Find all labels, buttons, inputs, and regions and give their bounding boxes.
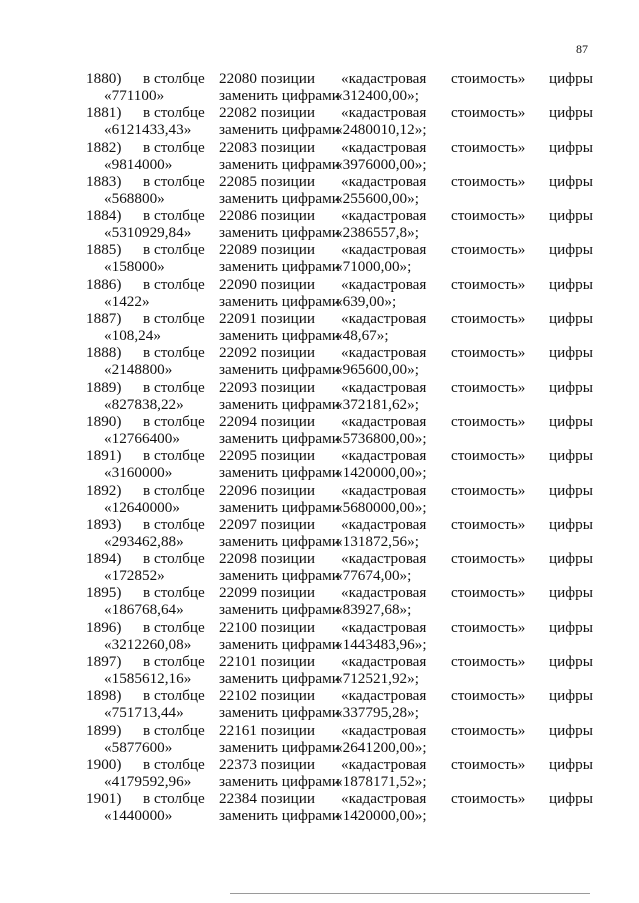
position-number: 22091 позиции — [219, 310, 315, 328]
item-number: 1881) — [86, 104, 122, 122]
column-label: в столбце — [143, 70, 205, 87]
new-value: «372181,62»; — [335, 395, 419, 413]
cadastral-label: «кадастровая — [341, 378, 427, 396]
list-item — [0, 482, 639, 516]
cadastral-label: «кадастровая — [341, 618, 427, 636]
cadastral-label: «кадастровая — [341, 412, 427, 430]
position-number: 22095 позиции — [219, 447, 315, 465]
position-number: 22090 позиции — [219, 275, 315, 293]
item-number: 1891) — [86, 447, 122, 465]
cost-label: стоимость» — [451, 653, 526, 671]
old-value: «293462,88» — [104, 532, 184, 550]
cost-label: стоимость» — [451, 790, 526, 808]
column-label: в столбце — [143, 481, 205, 499]
list-item — [0, 550, 639, 584]
old-value: «4179592,96» — [104, 772, 192, 790]
cadastral-label: «кадастровая — [341, 447, 427, 465]
position-number: 22086 позиции — [219, 207, 315, 225]
cadastral-label: «кадастровая — [341, 550, 427, 568]
list-item — [0, 104, 639, 138]
old-value: «172852» — [104, 567, 165, 585]
old-value: «3160000» — [104, 464, 173, 482]
old-value: «158000» — [104, 258, 165, 276]
cost-label: стоимость» — [451, 481, 526, 499]
new-value: «712521,92»; — [335, 670, 419, 688]
replace-label: заменить цифрами — [219, 429, 340, 447]
list-item — [0, 344, 639, 378]
new-value: «312400,00»; — [335, 87, 419, 104]
cadastral-label: «кадастровая — [341, 584, 427, 602]
replace-label: заменить цифрами — [219, 121, 340, 139]
list-item — [0, 790, 639, 824]
position-number: 22093 позиции — [219, 378, 315, 396]
replace-label: заменить цифрами — [219, 772, 340, 790]
list-item — [0, 722, 639, 756]
list-item — [0, 70, 639, 104]
position-number: 22094 позиции — [219, 412, 315, 430]
cost-label: стоимость» — [451, 721, 526, 739]
replace-label: заменить цифрами — [219, 738, 340, 756]
list-item — [0, 241, 639, 275]
digits-label: цифры — [549, 310, 593, 328]
new-value: «131872,56»; — [335, 532, 419, 550]
position-number: 22100 позиции — [219, 618, 315, 636]
position-number: 22099 позиции — [219, 584, 315, 602]
replace-label: заменить цифрами — [219, 498, 340, 516]
replace-label: заменить цифрами — [219, 361, 340, 379]
old-value: «186768,64» — [104, 601, 184, 619]
new-value: «255600,00»; — [335, 189, 419, 207]
position-number: 22085 позиции — [219, 172, 315, 190]
cadastral-label: «кадастровая — [341, 70, 427, 87]
position-number: 22097 позиции — [219, 515, 315, 533]
digits-label: цифры — [549, 584, 593, 602]
digits-label: цифры — [549, 755, 593, 773]
list-item — [0, 276, 639, 310]
new-value: «965600,00»; — [335, 361, 419, 379]
cost-label: стоимость» — [451, 172, 526, 190]
digits-label: цифры — [549, 618, 593, 636]
old-value: «9814000» — [104, 155, 173, 173]
item-number: 1883) — [86, 172, 122, 190]
old-value: «751713,44» — [104, 704, 184, 722]
new-value: «1443483,96»; — [335, 635, 427, 653]
digits-label: цифры — [549, 104, 593, 122]
list-item — [0, 310, 639, 344]
replace-label: заменить цифрами — [219, 189, 340, 207]
list-item — [0, 413, 639, 447]
column-label: в столбце — [143, 790, 205, 808]
item-number: 1896) — [86, 618, 122, 636]
item-number: 1901) — [86, 790, 122, 808]
item-number: 1887) — [86, 310, 122, 328]
replace-label: заменить цифрами — [219, 327, 340, 345]
old-value: «108,24» — [104, 327, 161, 345]
cost-label: стоимость» — [451, 618, 526, 636]
cost-label: стоимость» — [451, 344, 526, 362]
replace-label: заменить цифрами — [219, 601, 340, 619]
position-number: 22080 позиции — [219, 70, 315, 87]
cost-label: стоимость» — [451, 515, 526, 533]
new-value: «71000,00»; — [335, 258, 412, 276]
old-value: «1585612,16» — [104, 670, 192, 688]
replace-label: заменить цифрами — [219, 704, 340, 722]
cadastral-label: «кадастровая — [341, 790, 427, 808]
digits-label: цифры — [549, 378, 593, 396]
column-label: в столбце — [143, 138, 205, 156]
column-label: в столбце — [143, 721, 205, 739]
item-number: 1886) — [86, 275, 122, 293]
item-number: 1897) — [86, 653, 122, 671]
old-value: «568800» — [104, 189, 165, 207]
column-label: в столбце — [143, 618, 205, 636]
cadastral-label: «кадастровая — [341, 104, 427, 122]
item-number: 1892) — [86, 481, 122, 499]
replace-label: заменить цифрами — [219, 224, 340, 242]
column-label: в столбце — [143, 755, 205, 773]
column-label: в столбце — [143, 515, 205, 533]
item-number: 1888) — [86, 344, 122, 362]
column-label: в столбце — [143, 207, 205, 225]
replace-label: заменить цифрами — [219, 635, 340, 653]
replace-label: заменить цифрами — [219, 292, 340, 310]
old-value: «1440000» — [104, 807, 173, 825]
list-item — [0, 447, 639, 481]
item-number: 1889) — [86, 378, 122, 396]
position-number: 22384 позиции — [219, 790, 315, 808]
cadastral-label: «кадастровая — [341, 755, 427, 773]
new-value: «3976000,00»; — [335, 155, 427, 173]
cadastral-label: «кадастровая — [341, 207, 427, 225]
list-item — [0, 379, 639, 413]
column-label: в столбце — [143, 310, 205, 328]
list-item — [0, 139, 639, 173]
old-value: «827838,22» — [104, 395, 184, 413]
page-number: 87 — [576, 42, 588, 56]
digits-label: цифры — [549, 481, 593, 499]
cadastral-label: «кадастровая — [341, 172, 427, 190]
column-label: в столбце — [143, 104, 205, 122]
digits-label: цифры — [549, 687, 593, 705]
old-value: «771100» — [104, 87, 165, 104]
replace-label: заменить цифрами — [219, 87, 340, 104]
list-item — [0, 756, 639, 790]
footer-rule — [230, 893, 590, 894]
cost-label: стоимость» — [451, 755, 526, 773]
cost-label: стоимость» — [451, 241, 526, 259]
cost-label: стоимость» — [451, 687, 526, 705]
digits-label: цифры — [549, 241, 593, 259]
cadastral-label: «кадастровая — [341, 515, 427, 533]
digits-label: цифры — [549, 721, 593, 739]
replace-label: заменить цифрами — [219, 464, 340, 482]
cadastral-label: «кадастровая — [341, 687, 427, 705]
cadastral-label: «кадастровая — [341, 653, 427, 671]
old-value: «5310929,84» — [104, 224, 192, 242]
column-label: в столбце — [143, 241, 205, 259]
item-number: 1893) — [86, 515, 122, 533]
item-number: 1895) — [86, 584, 122, 602]
new-value: «77674,00»; — [335, 567, 412, 585]
column-label: в столбце — [143, 584, 205, 602]
old-value: «3212260,08» — [104, 635, 192, 653]
item-number: 1898) — [86, 687, 122, 705]
list-item — [0, 207, 639, 241]
item-number: 1885) — [86, 241, 122, 259]
position-number: 22161 позиции — [219, 721, 315, 739]
new-value: «5680000,00»; — [335, 498, 427, 516]
replace-label: заменить цифрами — [219, 670, 340, 688]
item-number: 1884) — [86, 207, 122, 225]
replace-label: заменить цифрами — [219, 395, 340, 413]
list-item — [0, 173, 639, 207]
cost-label: стоимость» — [451, 207, 526, 225]
new-value: «2480010,12»; — [335, 121, 427, 139]
list-item — [0, 687, 639, 721]
position-number: 22098 позиции — [219, 550, 315, 568]
position-number: 22096 позиции — [219, 481, 315, 499]
cadastral-label: «кадастровая — [341, 481, 427, 499]
digits-label: цифры — [549, 172, 593, 190]
position-number: 22082 позиции — [219, 104, 315, 122]
replace-label: заменить цифрами — [219, 807, 340, 825]
digits-label: цифры — [549, 275, 593, 293]
new-value: «1420000,00»; — [335, 807, 427, 825]
cadastral-label: «кадастровая — [341, 275, 427, 293]
cost-label: стоимость» — [451, 550, 526, 568]
digits-label: цифры — [549, 70, 593, 87]
new-value: «2641200,00»; — [335, 738, 427, 756]
old-value: «5877600» — [104, 738, 173, 756]
column-label: в столбце — [143, 550, 205, 568]
replace-label: заменить цифрами — [219, 567, 340, 585]
new-value: «48,67»; — [335, 327, 389, 345]
item-number: 1899) — [86, 721, 122, 739]
column-label: в столбце — [143, 344, 205, 362]
old-value: «1422» — [104, 292, 150, 310]
digits-label: цифры — [549, 138, 593, 156]
new-value: «5736800,00»; — [335, 429, 427, 447]
cost-label: стоимость» — [451, 310, 526, 328]
item-number: 1880) — [86, 70, 122, 87]
item-number: 1894) — [86, 550, 122, 568]
list-item — [0, 516, 639, 550]
position-number: 22101 позиции — [219, 653, 315, 671]
replace-label: заменить цифрами — [219, 258, 340, 276]
digits-label: цифры — [549, 412, 593, 430]
replace-label: заменить цифрами — [219, 532, 340, 550]
digits-label: цифры — [549, 207, 593, 225]
cost-label: стоимость» — [451, 70, 526, 87]
cadastral-label: «кадастровая — [341, 344, 427, 362]
cost-label: стоимость» — [451, 138, 526, 156]
cadastral-label: «кадастровая — [341, 721, 427, 739]
item-number: 1890) — [86, 412, 122, 430]
old-value: «6121433,43» — [104, 121, 192, 139]
digits-label: цифры — [549, 344, 593, 362]
cost-label: стоимость» — [451, 104, 526, 122]
list-item — [0, 619, 639, 653]
old-value: «12640000» — [104, 498, 180, 516]
position-number: 22089 позиции — [219, 241, 315, 259]
list-item — [0, 584, 639, 618]
digits-label: цифры — [549, 550, 593, 568]
cadastral-label: «кадастровая — [341, 241, 427, 259]
amendment-list — [0, 70, 639, 825]
digits-label: цифры — [549, 515, 593, 533]
column-label: в столбце — [143, 412, 205, 430]
list-item — [0, 653, 639, 687]
item-number: 1882) — [86, 138, 122, 156]
cost-label: стоимость» — [451, 275, 526, 293]
new-value: «639,00»; — [335, 292, 397, 310]
position-number: 22373 позиции — [219, 755, 315, 773]
column-label: в столбце — [143, 653, 205, 671]
old-value: «12766400» — [104, 429, 180, 447]
new-value: «2386557,8»; — [335, 224, 419, 242]
digits-label: цифры — [549, 447, 593, 465]
digits-label: цифры — [549, 653, 593, 671]
column-label: в столбце — [143, 172, 205, 190]
column-label: в столбце — [143, 275, 205, 293]
cost-label: стоимость» — [451, 378, 526, 396]
cost-label: стоимость» — [451, 447, 526, 465]
position-number: 22102 позиции — [219, 687, 315, 705]
old-value: «2148800» — [104, 361, 173, 379]
position-number: 22092 позиции — [219, 344, 315, 362]
column-label: в столбце — [143, 447, 205, 465]
cost-label: стоимость» — [451, 584, 526, 602]
replace-label: заменить цифрами — [219, 155, 340, 173]
cadastral-label: «кадастровая — [341, 310, 427, 328]
item-number: 1900) — [86, 755, 122, 773]
cadastral-label: «кадастровая — [341, 138, 427, 156]
new-value: «83927,68»; — [335, 601, 412, 619]
position-number: 22083 позиции — [219, 138, 315, 156]
new-value: «1420000,00»; — [335, 464, 427, 482]
cost-label: стоимость» — [451, 412, 526, 430]
column-label: в столбце — [143, 687, 205, 705]
digits-label: цифры — [549, 790, 593, 808]
column-label: в столбце — [143, 378, 205, 396]
new-value: «1878171,52»; — [335, 772, 427, 790]
new-value: «337795,28»; — [335, 704, 419, 722]
